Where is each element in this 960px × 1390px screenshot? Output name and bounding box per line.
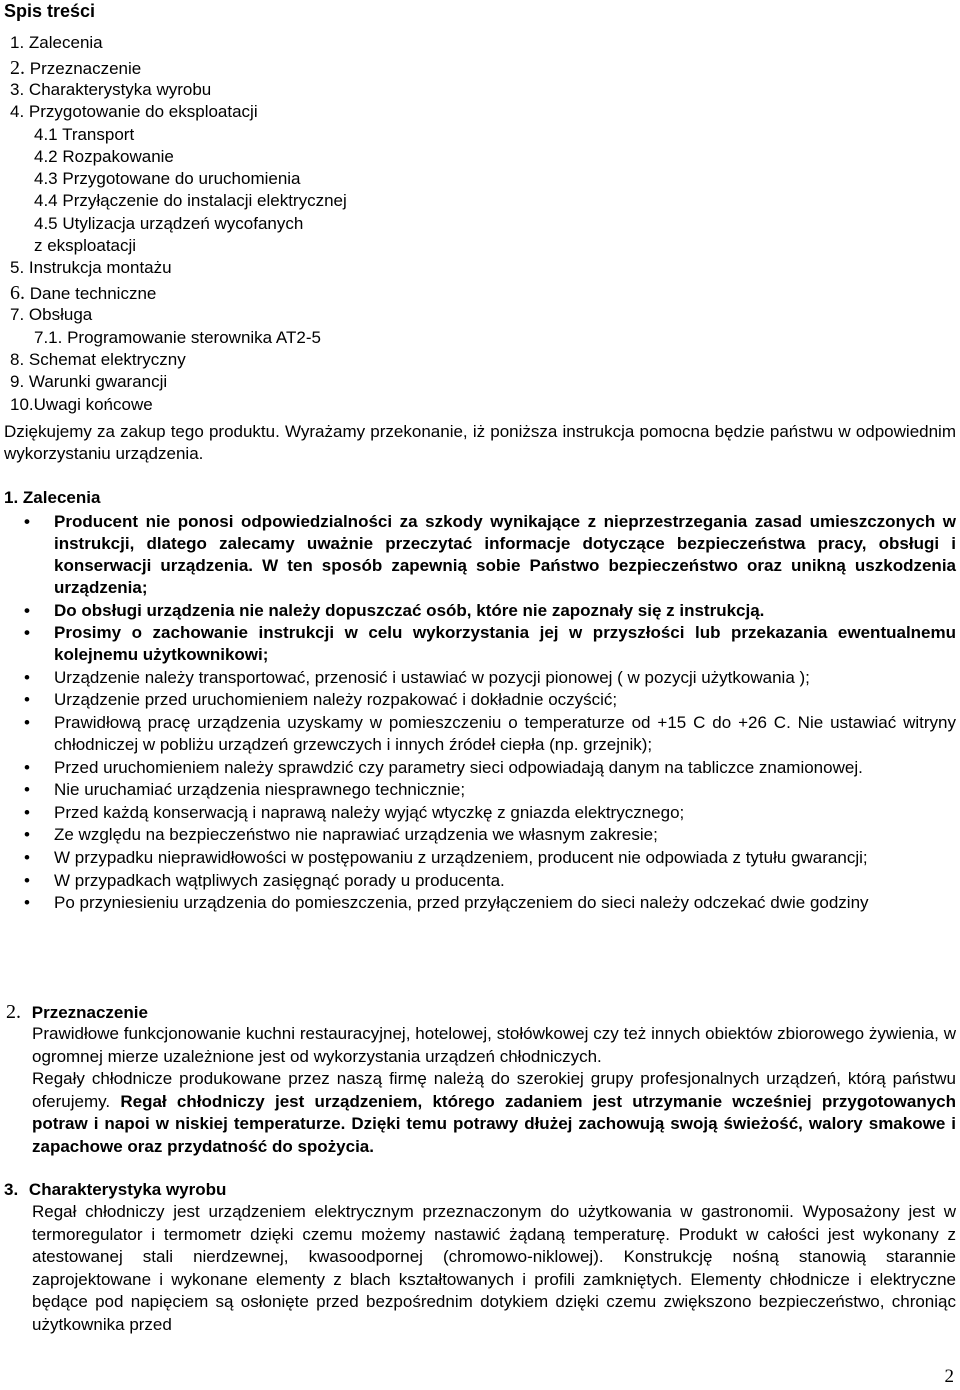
toc-item-number: 10. [10, 395, 34, 414]
section-2-paragraph-2-normal: Regały chłodnicze produkowane przez naszą firmę należą do szerokiej grupy profesjonalnych urządzeń, którą państwu oferujemy. [32, 1069, 956, 1111]
recommendation-item [24, 712, 956, 756]
toc-title: Spis treści [4, 1, 96, 21]
toc-item-label: Instrukcja montażu [28, 258, 172, 277]
toc-item [34, 124, 134, 146]
toc-item-label: Programowanie sterownika AT2-5 [67, 328, 321, 347]
recommendation-text: W przypadkach wątpliwych zasięgnąć porady u producenta. [54, 870, 505, 890]
toc-item [10, 57, 141, 80]
recommendation-item [24, 622, 956, 666]
toc-item-number: 4.3 [34, 169, 58, 188]
recommendation-item [24, 802, 956, 824]
section-2-paragraph-2-bold: Regał chłodniczy jest urządzeniem, którego zadaniem jest utrzymanie wcześniej przygotowanych potraw i napoi w niskiej temperaturze. Dzięki temu potrawy dłużej zachowują swoją świeżość, walory smakowe i zapachowe oraz przydatność do spożycia. [32, 1091, 956, 1156]
section-3-title: Charakterystyka wyrobu [28, 1180, 227, 1199]
bullet-icon: • [24, 512, 30, 531]
recommendation-text: W przypadku nieprawidłowości w postępowaniu z urządzeniem, producent nie odpowiada z tytułu gwarancji; [54, 847, 868, 867]
toc-item-number: 4.5 [34, 214, 58, 233]
recommendation-item [24, 847, 956, 869]
toc-item-label: Uwagi końcowe [33, 395, 153, 414]
toc-item-label: Schemat elektryczny [28, 350, 186, 369]
section-2-body [32, 1023, 956, 1158]
toc-item [10, 371, 167, 393]
bullet-icon: • [24, 847, 30, 867]
toc-item-label: z eksploatacji [34, 236, 137, 255]
section-2-paragraph-2 [32, 1068, 956, 1158]
recommendation-item [24, 667, 956, 689]
bullet-icon: • [24, 870, 30, 890]
toc-item-label: Przeznaczenie [29, 59, 142, 78]
recommendation-item [24, 757, 956, 779]
toc-item-number: 6. [10, 282, 25, 304]
toc-item-number: 7. [10, 305, 25, 324]
recommendation-item [24, 511, 956, 599]
recommendation-text: Po przyniesieniu urządzenia do pomieszczenia, przed przyłączeniem do sieci należy odczekać dwie godziny [54, 893, 869, 913]
recommendation-item [24, 870, 956, 892]
recommendation-text: Producent nie ponosi odpowiedzialności za szkody wynikające z nieprzestrzegania zasad umieszczonych w instrukcji, dlatego zalecamy uważnie przeczytać informacje dotyczące bezpieczeństwa pracy, obsługi i konserwacji urządzenia. W ten sposób zapewnią sobie Państwo bezpieczeństwo oraz unikną uszkodzenia urządzenia; [54, 512, 956, 597]
toc-item-label: Charakterystyka wyrobu [28, 80, 212, 99]
toc-item-number: 4. [10, 102, 25, 121]
toc-item-label: Transport [62, 125, 135, 144]
recommendation-text: Przed uruchomieniem należy sprawdzić czy parametry sieci odpowiadają danym na tabliczce znamionowej. [54, 757, 863, 777]
toc-item [10, 257, 172, 279]
toc-item-label: Rozpakowanie [62, 147, 174, 166]
toc-item-label: Dane techniczne [29, 284, 157, 303]
section-2-title: Przeznaczenie [31, 1003, 148, 1022]
toc-item-number: 4.2 [34, 147, 58, 166]
page-number: 2 [944, 1366, 954, 1387]
toc-item-number: 4.4 [34, 191, 58, 210]
bullet-icon: • [24, 600, 30, 620]
bullet-icon: • [24, 757, 30, 777]
toc-item-number: 2. [10, 57, 25, 79]
recommendations-list [24, 511, 956, 915]
recommendation-text: Do obsługi urządzenia nie należy dopuszczać osób, które nie zapoznały się z instrukcją. [54, 600, 765, 620]
section-2-number: 2. [6, 1001, 21, 1023]
toc-item-number: 9. [10, 372, 25, 391]
recommendation-item [24, 689, 956, 711]
toc-item [34, 213, 303, 235]
section-2-heading [6, 1001, 148, 1024]
toc-item [10, 79, 211, 101]
recommendation-item [24, 779, 956, 801]
recommendation-text: Urządzenie przed uruchomieniem należy rozpakować i dokładnie oczyścić; [54, 690, 618, 710]
toc-item [10, 282, 156, 305]
toc-item [10, 394, 153, 416]
toc-item-label: Przygotowane do uruchomienia [62, 169, 301, 188]
toc-item-number: 4.1 [34, 125, 58, 144]
bullet-icon: • [24, 893, 30, 913]
toc-item-number: 7.1. [34, 328, 63, 347]
toc-item [34, 190, 347, 212]
section-3-paragraph: Regał chłodniczy jest urządzeniem elektrycznym przeznaczonym do użytkowania w gastronomii. Wyposażony jest w termoregulator i termometr dzięki czemu możemy nastawić żądaną temperaturę. Produkt w całości jest wykonany z atestowanej stali nierdzewnej, kwasoodpornej (chromowo-niklowej). Konstrukcję nośną stanowią starannie zaprojektowane i wykonane elementy z blach kształtowanych i profili zamkniętych. Elementy chłodnicze i elektryczne będące pod napięciem są osłonięte przed bezpośrednim dotykiem dzięki czemu zwiększono bezpieczeństwo, chroniąc użytkownika przed [32, 1202, 956, 1334]
recommendation-item [24, 600, 956, 622]
section-3-number: 3. [4, 1180, 19, 1199]
toc-item [10, 304, 92, 326]
bullet-icon: • [24, 690, 30, 710]
toc-item-label: Obsługa [28, 305, 93, 324]
section-1-heading [4, 487, 100, 509]
toc-item-label: Przygotowanie do eksploatacji [28, 102, 258, 121]
bullet-icon: • [24, 802, 30, 822]
bullet-icon: • [24, 825, 30, 845]
toc-item [10, 32, 103, 54]
toc-item [10, 349, 186, 371]
toc-item-number: 8. [10, 350, 25, 369]
recommendation-text: Nie uruchamiać urządzenia niesprawnego technicznie; [54, 780, 466, 800]
bullet-icon: • [24, 667, 30, 687]
toc-item [34, 235, 136, 257]
toc-item [34, 146, 174, 168]
recommendation-item [24, 824, 956, 846]
toc-item-label: Przyłączenie do instalacji elektrycznej [62, 191, 347, 210]
section-3-heading [4, 1179, 226, 1201]
recommendation-text: Prawidłową pracę urządzenia uzyskamy w pomieszczeniu o temperaturze od +15 C do +26 C. Nie ustawiać witryny chłodniczej w pobliżu urządzeń grzewczych i innych źródeł ciepła (np. grzejnik); [54, 712, 956, 754]
toc-item-number: 3. [10, 80, 25, 99]
recommendation-text: Ze względu na bezpieczeństwo nie naprawiać urządzenia we własnym zakresie; [54, 825, 658, 845]
section-1-title: Zalecenia [22, 488, 101, 507]
intro-paragraph: Dziękujemy za zakup tego produktu. Wyrażamy przekonanie, iż poniższa instrukcja pomocna będzie państwu w odpowiednim wykorzystaniu urządzenia. [4, 422, 956, 463]
section-1-number: 1. [4, 488, 19, 507]
toc-item-number: 1. [10, 33, 25, 52]
recommendation-text: Prosimy o zachowanie instrukcji w celu wykorzystania jej w przyszłości lub przekazania ewentualnemu kolejnemu użytkownikowi; [54, 623, 956, 665]
section-2-paragraph-1: Prawidłowe funkcjonowanie kuchni restauracyjnej, hotelowej, stołówkowej czy też innych obiektów zbiorowego żywienia, w ogromnej mierze uzależnione jest od wykorzystania urządzeń chłodniczych. [32, 1024, 956, 1066]
toc-item-number: 5. [10, 258, 25, 277]
recommendation-text: Przed każdą konserwacją i naprawą należy wyjąć wtyczkę z gniazda elektrycznego; [54, 802, 685, 822]
toc-item-label: Zalecenia [28, 33, 103, 52]
toc-item-label: Utylizacja urządzeń wycofanych [62, 214, 304, 233]
toc-item [34, 168, 301, 190]
bullet-icon: • [24, 712, 30, 732]
section-3-body [32, 1201, 956, 1336]
bullet-icon: • [24, 623, 30, 643]
bullet-icon: • [24, 780, 30, 800]
toc-item [34, 327, 321, 349]
toc-item [10, 101, 258, 123]
recommendation-text: Urządzenie należy transportować, przenosić i ustawiać w pozycji pionowej ( w pozycji użytkowania ); [54, 667, 810, 687]
recommendation-item [24, 892, 956, 914]
toc-item-label: Warunki gwarancji [28, 372, 168, 391]
